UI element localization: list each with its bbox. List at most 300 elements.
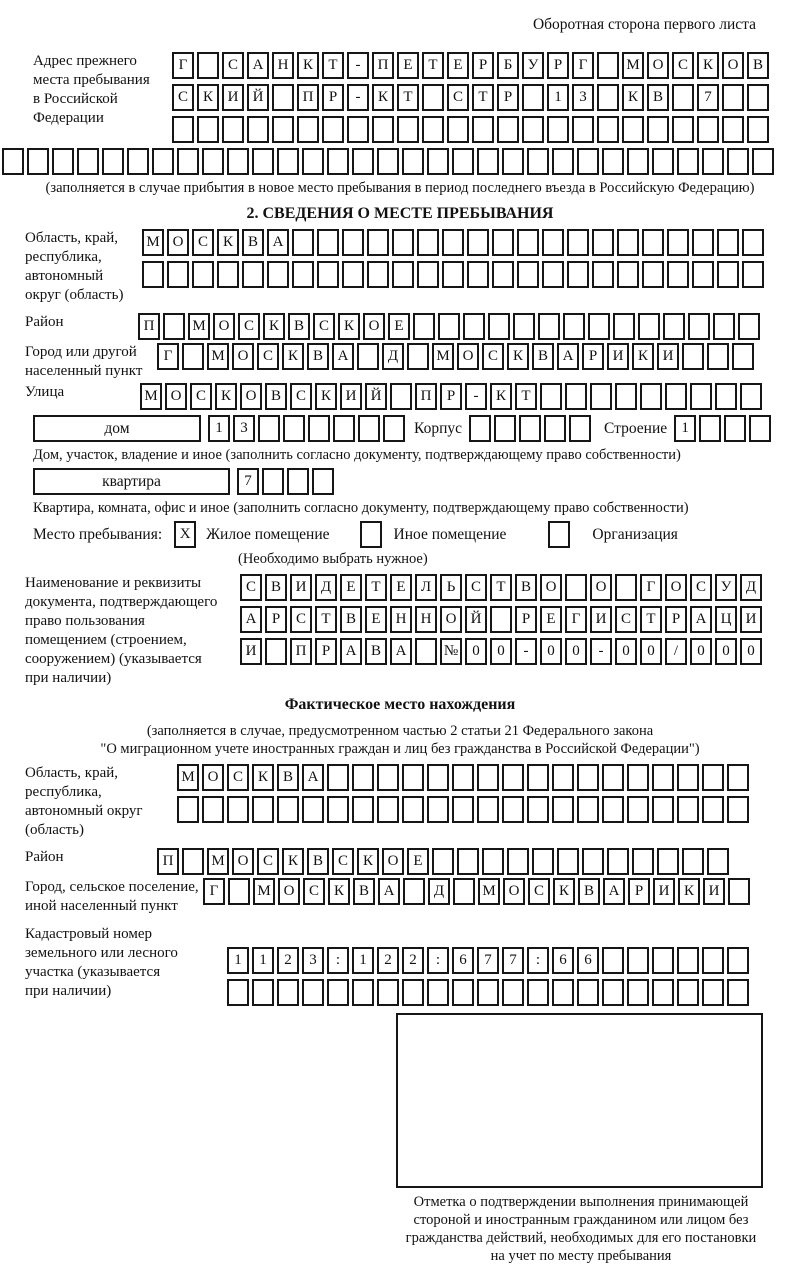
char-cell[interactable] (522, 116, 544, 143)
char-cell[interactable]: И (653, 878, 675, 905)
char-cell[interactable] (588, 313, 610, 340)
char-cell[interactable] (342, 229, 364, 256)
char-cell[interactable]: Т (490, 574, 512, 601)
char-cell[interactable]: С (482, 343, 504, 370)
char-cell[interactable] (540, 383, 562, 410)
char-cell[interactable] (615, 383, 637, 410)
char-cell[interactable] (752, 148, 774, 175)
char-cell[interactable] (407, 343, 429, 370)
char-cell[interactable]: И (222, 84, 244, 111)
char-cell[interactable] (342, 261, 364, 288)
char-cell[interactable] (467, 261, 489, 288)
char-cell[interactable] (527, 796, 549, 823)
char-cell[interactable]: Ц (715, 606, 737, 633)
char-cell[interactable]: Т (422, 52, 444, 79)
char-cell[interactable] (577, 796, 599, 823)
char-cell[interactable] (572, 116, 594, 143)
char-cell[interactable] (592, 261, 614, 288)
char-cell[interactable]: Р (472, 52, 494, 79)
char-cell[interactable]: - (590, 638, 612, 665)
char-cell[interactable] (267, 261, 289, 288)
char-cell[interactable]: 0 (540, 638, 562, 665)
char-cell[interactable]: Г (565, 606, 587, 633)
char-cell[interactable]: К (252, 764, 274, 791)
char-cell[interactable]: Е (447, 52, 469, 79)
char-cell[interactable]: С (222, 52, 244, 79)
char-cell[interactable]: С (447, 84, 469, 111)
char-cell[interactable] (567, 261, 589, 288)
char-cell[interactable] (702, 764, 724, 791)
kvartira-field[interactable]: квартира (33, 468, 230, 495)
char-cell[interactable] (527, 764, 549, 791)
checkbox-inoe[interactable] (360, 521, 382, 548)
char-cell[interactable] (277, 796, 299, 823)
char-cell[interactable] (333, 415, 355, 442)
char-cell[interactable] (740, 383, 762, 410)
char-cell[interactable] (652, 947, 674, 974)
char-cell[interactable]: О (440, 606, 462, 633)
char-cell[interactable]: О (240, 383, 262, 410)
char-cell[interactable] (667, 229, 689, 256)
char-cell[interactable]: М (622, 52, 644, 79)
char-cell[interactable] (747, 116, 769, 143)
char-cell[interactable] (222, 116, 244, 143)
char-cell[interactable]: О (202, 764, 224, 791)
char-cell[interactable] (722, 84, 744, 111)
char-cell[interactable]: К (282, 848, 304, 875)
char-cell[interactable]: 6 (452, 947, 474, 974)
char-cell[interactable] (597, 52, 619, 79)
char-cell[interactable] (552, 796, 574, 823)
char-cell[interactable] (367, 261, 389, 288)
char-cell[interactable]: 3 (572, 84, 594, 111)
char-cell[interactable] (632, 848, 654, 875)
char-cell[interactable] (565, 383, 587, 410)
char-cell[interactable]: П (372, 52, 394, 79)
char-cell[interactable]: А (603, 878, 625, 905)
char-cell[interactable] (327, 796, 349, 823)
char-cell[interactable]: Д (740, 574, 762, 601)
char-cell[interactable] (519, 415, 541, 442)
char-cell[interactable]: Д (315, 574, 337, 601)
char-cell[interactable]: К (328, 878, 350, 905)
char-cell[interactable]: С (615, 606, 637, 633)
char-cell[interactable]: С (257, 343, 279, 370)
char-cell[interactable]: А (240, 606, 262, 633)
char-cell[interactable]: С (528, 878, 550, 905)
char-cell[interactable]: О (382, 848, 404, 875)
char-cell[interactable]: А (390, 638, 412, 665)
char-cell[interactable] (377, 796, 399, 823)
char-cell[interactable] (252, 148, 274, 175)
char-cell[interactable] (732, 343, 754, 370)
char-cell[interactable] (517, 261, 539, 288)
char-cell[interactable] (287, 468, 309, 495)
char-cell[interactable]: М (142, 229, 164, 256)
char-cell[interactable] (717, 261, 739, 288)
char-cell[interactable]: А (332, 343, 354, 370)
char-cell[interactable]: В (265, 383, 287, 410)
char-cell[interactable]: К (297, 52, 319, 79)
char-cell[interactable] (272, 84, 294, 111)
char-cell[interactable]: 0 (715, 638, 737, 665)
char-cell[interactable]: 7 (477, 947, 499, 974)
char-cell[interactable] (442, 229, 464, 256)
char-cell[interactable] (197, 52, 219, 79)
char-cell[interactable]: Р (547, 52, 569, 79)
char-cell[interactable]: А (340, 638, 362, 665)
char-cell[interactable] (638, 313, 660, 340)
char-cell[interactable]: И (740, 606, 762, 633)
char-cell[interactable]: Р (628, 878, 650, 905)
char-cell[interactable] (228, 878, 250, 905)
char-cell[interactable]: Т (315, 606, 337, 633)
char-cell[interactable]: О (457, 343, 479, 370)
char-cell[interactable] (217, 261, 239, 288)
char-cell[interactable] (452, 148, 474, 175)
char-cell[interactable] (308, 415, 330, 442)
char-cell[interactable] (727, 979, 749, 1006)
char-cell[interactable]: 0 (565, 638, 587, 665)
char-cell[interactable]: С (227, 764, 249, 791)
char-cell[interactable] (402, 148, 424, 175)
char-cell[interactable] (252, 796, 274, 823)
char-cell[interactable]: А (247, 52, 269, 79)
char-cell[interactable] (577, 979, 599, 1006)
char-cell[interactable]: И (340, 383, 362, 410)
char-cell[interactable] (2, 148, 24, 175)
char-cell[interactable] (452, 979, 474, 1006)
char-cell[interactable] (672, 84, 694, 111)
char-cell[interactable] (292, 261, 314, 288)
char-cell[interactable]: В (307, 848, 329, 875)
char-cell[interactable] (492, 261, 514, 288)
char-cell[interactable]: 7 (237, 468, 259, 495)
char-cell[interactable]: 6 (577, 947, 599, 974)
char-cell[interactable]: Е (388, 313, 410, 340)
char-cell[interactable] (647, 116, 669, 143)
char-cell[interactable] (322, 116, 344, 143)
char-cell[interactable] (477, 979, 499, 1006)
char-cell[interactable] (427, 979, 449, 1006)
char-cell[interactable] (494, 415, 516, 442)
char-cell[interactable]: 0 (740, 638, 762, 665)
char-cell[interactable] (727, 764, 749, 791)
char-cell[interactable] (302, 148, 324, 175)
char-cell[interactable] (552, 148, 574, 175)
char-cell[interactable] (52, 148, 74, 175)
char-cell[interactable] (327, 764, 349, 791)
char-cell[interactable] (692, 229, 714, 256)
char-cell[interactable] (607, 848, 629, 875)
char-cell[interactable] (367, 229, 389, 256)
char-cell[interactable]: 1 (674, 415, 696, 442)
char-cell[interactable] (688, 313, 710, 340)
char-cell[interactable]: И (240, 638, 262, 665)
char-cell[interactable]: С (690, 574, 712, 601)
char-cell[interactable] (272, 116, 294, 143)
char-cell[interactable] (312, 468, 334, 495)
char-cell[interactable] (167, 261, 189, 288)
char-cell[interactable] (377, 979, 399, 1006)
char-cell[interactable] (347, 116, 369, 143)
char-cell[interactable] (552, 979, 574, 1006)
char-cell[interactable] (544, 415, 566, 442)
char-cell[interactable]: М (188, 313, 210, 340)
char-cell[interactable]: О (363, 313, 385, 340)
char-cell[interactable] (565, 574, 587, 601)
char-cell[interactable]: 1 (252, 947, 274, 974)
char-cell[interactable]: - (515, 638, 537, 665)
char-cell[interactable] (277, 148, 299, 175)
char-cell[interactable] (182, 343, 204, 370)
char-cell[interactable]: Г (157, 343, 179, 370)
char-cell[interactable] (590, 383, 612, 410)
char-cell[interactable] (227, 979, 249, 1006)
char-cell[interactable] (397, 116, 419, 143)
char-cell[interactable]: О (213, 313, 235, 340)
char-cell[interactable]: Р (440, 383, 462, 410)
char-cell[interactable] (403, 878, 425, 905)
char-cell[interactable]: А (302, 764, 324, 791)
char-cell[interactable]: 2 (277, 947, 299, 974)
char-cell[interactable]: В (353, 878, 375, 905)
char-cell[interactable] (297, 116, 319, 143)
char-cell[interactable]: П (138, 313, 160, 340)
char-cell[interactable]: Й (365, 383, 387, 410)
char-cell[interactable] (615, 574, 637, 601)
char-cell[interactable]: О (647, 52, 669, 79)
char-cell[interactable]: И (290, 574, 312, 601)
char-cell[interactable]: К (372, 84, 394, 111)
char-cell[interactable] (177, 796, 199, 823)
char-cell[interactable]: М (432, 343, 454, 370)
char-cell[interactable]: : (427, 947, 449, 974)
char-cell[interactable] (597, 116, 619, 143)
char-cell[interactable]: В (578, 878, 600, 905)
char-cell[interactable] (453, 878, 475, 905)
char-cell[interactable] (602, 947, 624, 974)
char-cell[interactable]: Б (497, 52, 519, 79)
char-cell[interactable]: М (253, 878, 275, 905)
char-cell[interactable] (317, 261, 339, 288)
char-cell[interactable] (432, 848, 454, 875)
char-cell[interactable]: П (157, 848, 179, 875)
char-cell[interactable]: Г (172, 52, 194, 79)
char-cell[interactable]: Р (497, 84, 519, 111)
char-cell[interactable] (452, 796, 474, 823)
char-cell[interactable] (352, 764, 374, 791)
char-cell[interactable]: И (607, 343, 629, 370)
char-cell[interactable]: Е (340, 574, 362, 601)
char-cell[interactable] (477, 796, 499, 823)
char-cell[interactable]: С (303, 878, 325, 905)
char-cell[interactable]: М (177, 764, 199, 791)
char-cell[interactable] (427, 148, 449, 175)
char-cell[interactable] (352, 148, 374, 175)
char-cell[interactable] (477, 764, 499, 791)
char-cell[interactable]: Й (465, 606, 487, 633)
char-cell[interactable] (265, 638, 287, 665)
char-cell[interactable] (413, 313, 435, 340)
char-cell[interactable] (467, 229, 489, 256)
char-cell[interactable] (602, 148, 624, 175)
char-cell[interactable]: О (278, 878, 300, 905)
dom-field[interactable]: дом (33, 415, 201, 442)
char-cell[interactable]: Р (665, 606, 687, 633)
char-cell[interactable] (447, 116, 469, 143)
char-cell[interactable] (247, 116, 269, 143)
char-cell[interactable]: Д (382, 343, 404, 370)
char-cell[interactable] (402, 764, 424, 791)
char-cell[interactable] (677, 764, 699, 791)
char-cell[interactable]: 1 (547, 84, 569, 111)
char-cell[interactable] (538, 313, 560, 340)
char-cell[interactable]: А (557, 343, 579, 370)
char-cell[interactable]: Т (365, 574, 387, 601)
char-cell[interactable]: К (678, 878, 700, 905)
char-cell[interactable]: К (622, 84, 644, 111)
char-cell[interactable] (527, 148, 549, 175)
char-cell[interactable] (627, 979, 649, 1006)
char-cell[interactable] (242, 261, 264, 288)
char-cell[interactable] (592, 229, 614, 256)
char-cell[interactable] (552, 764, 574, 791)
char-cell[interactable] (747, 84, 769, 111)
char-cell[interactable] (517, 229, 539, 256)
char-cell[interactable] (617, 261, 639, 288)
char-cell[interactable] (582, 848, 604, 875)
char-cell[interactable] (438, 313, 460, 340)
char-cell[interactable] (682, 848, 704, 875)
char-cell[interactable] (152, 148, 174, 175)
char-cell[interactable] (427, 764, 449, 791)
char-cell[interactable]: / (665, 638, 687, 665)
char-cell[interactable] (682, 343, 704, 370)
char-cell[interactable]: Р (265, 606, 287, 633)
char-cell[interactable]: О (232, 343, 254, 370)
char-cell[interactable]: Г (572, 52, 594, 79)
char-cell[interactable]: О (722, 52, 744, 79)
char-cell[interactable] (442, 261, 464, 288)
char-cell[interactable] (702, 796, 724, 823)
char-cell[interactable] (463, 313, 485, 340)
char-cell[interactable]: Е (407, 848, 429, 875)
char-cell[interactable] (469, 415, 491, 442)
char-cell[interactable] (482, 848, 504, 875)
char-cell[interactable]: В (532, 343, 554, 370)
char-cell[interactable] (707, 343, 729, 370)
char-cell[interactable]: С (465, 574, 487, 601)
char-cell[interactable] (358, 415, 380, 442)
char-cell[interactable]: С (192, 229, 214, 256)
char-cell[interactable]: П (297, 84, 319, 111)
char-cell[interactable]: Р (515, 606, 537, 633)
char-cell[interactable] (617, 229, 639, 256)
char-cell[interactable]: 0 (490, 638, 512, 665)
char-cell[interactable] (602, 764, 624, 791)
char-cell[interactable] (602, 796, 624, 823)
char-cell[interactable] (283, 415, 305, 442)
char-cell[interactable]: О (167, 229, 189, 256)
char-cell[interactable] (715, 383, 737, 410)
char-cell[interactable] (738, 313, 760, 340)
char-cell[interactable] (258, 415, 280, 442)
char-cell[interactable] (627, 796, 649, 823)
char-cell[interactable] (507, 848, 529, 875)
char-cell[interactable]: Й (247, 84, 269, 111)
char-cell[interactable]: В (340, 606, 362, 633)
char-cell[interactable] (702, 979, 724, 1006)
char-cell[interactable]: Е (365, 606, 387, 633)
char-cell[interactable] (422, 84, 444, 111)
char-cell[interactable] (727, 947, 749, 974)
char-cell[interactable]: К (357, 848, 379, 875)
char-cell[interactable] (652, 796, 674, 823)
char-cell[interactable]: 1 (227, 947, 249, 974)
char-cell[interactable]: К (197, 84, 219, 111)
char-cell[interactable] (262, 468, 284, 495)
char-cell[interactable]: К (338, 313, 360, 340)
char-cell[interactable]: 0 (465, 638, 487, 665)
char-cell[interactable] (569, 415, 591, 442)
char-cell[interactable] (640, 383, 662, 410)
char-cell[interactable] (77, 148, 99, 175)
char-cell[interactable] (488, 313, 510, 340)
char-cell[interactable]: О (665, 574, 687, 601)
char-cell[interactable]: В (365, 638, 387, 665)
char-cell[interactable]: 2 (377, 947, 399, 974)
char-cell[interactable]: О (540, 574, 562, 601)
char-cell[interactable]: С (672, 52, 694, 79)
char-cell[interactable] (172, 116, 194, 143)
char-cell[interactable]: В (307, 343, 329, 370)
char-cell[interactable]: С (313, 313, 335, 340)
char-cell[interactable]: Н (415, 606, 437, 633)
char-cell[interactable]: М (207, 848, 229, 875)
char-cell[interactable] (622, 116, 644, 143)
char-cell[interactable]: Е (397, 52, 419, 79)
char-cell[interactable] (702, 947, 724, 974)
char-cell[interactable] (597, 84, 619, 111)
char-cell[interactable] (742, 261, 764, 288)
char-cell[interactable] (577, 764, 599, 791)
char-cell[interactable] (713, 313, 735, 340)
char-cell[interactable]: К (215, 383, 237, 410)
char-cell[interactable]: О (232, 848, 254, 875)
char-cell[interactable] (142, 261, 164, 288)
char-cell[interactable] (390, 383, 412, 410)
char-cell[interactable]: О (165, 383, 187, 410)
char-cell[interactable]: Т (397, 84, 419, 111)
char-cell[interactable]: М (140, 383, 162, 410)
char-cell[interactable]: 3 (233, 415, 255, 442)
char-cell[interactable]: И (657, 343, 679, 370)
char-cell[interactable] (402, 796, 424, 823)
char-cell[interactable]: № (440, 638, 462, 665)
char-cell[interactable] (392, 261, 414, 288)
char-cell[interactable] (642, 261, 664, 288)
char-cell[interactable] (677, 148, 699, 175)
char-cell[interactable]: К (217, 229, 239, 256)
char-cell[interactable]: С (332, 848, 354, 875)
char-cell[interactable]: В (277, 764, 299, 791)
char-cell[interactable] (652, 148, 674, 175)
char-cell[interactable] (727, 148, 749, 175)
char-cell[interactable]: К (697, 52, 719, 79)
char-cell[interactable]: К (507, 343, 529, 370)
char-cell[interactable]: С (290, 383, 312, 410)
